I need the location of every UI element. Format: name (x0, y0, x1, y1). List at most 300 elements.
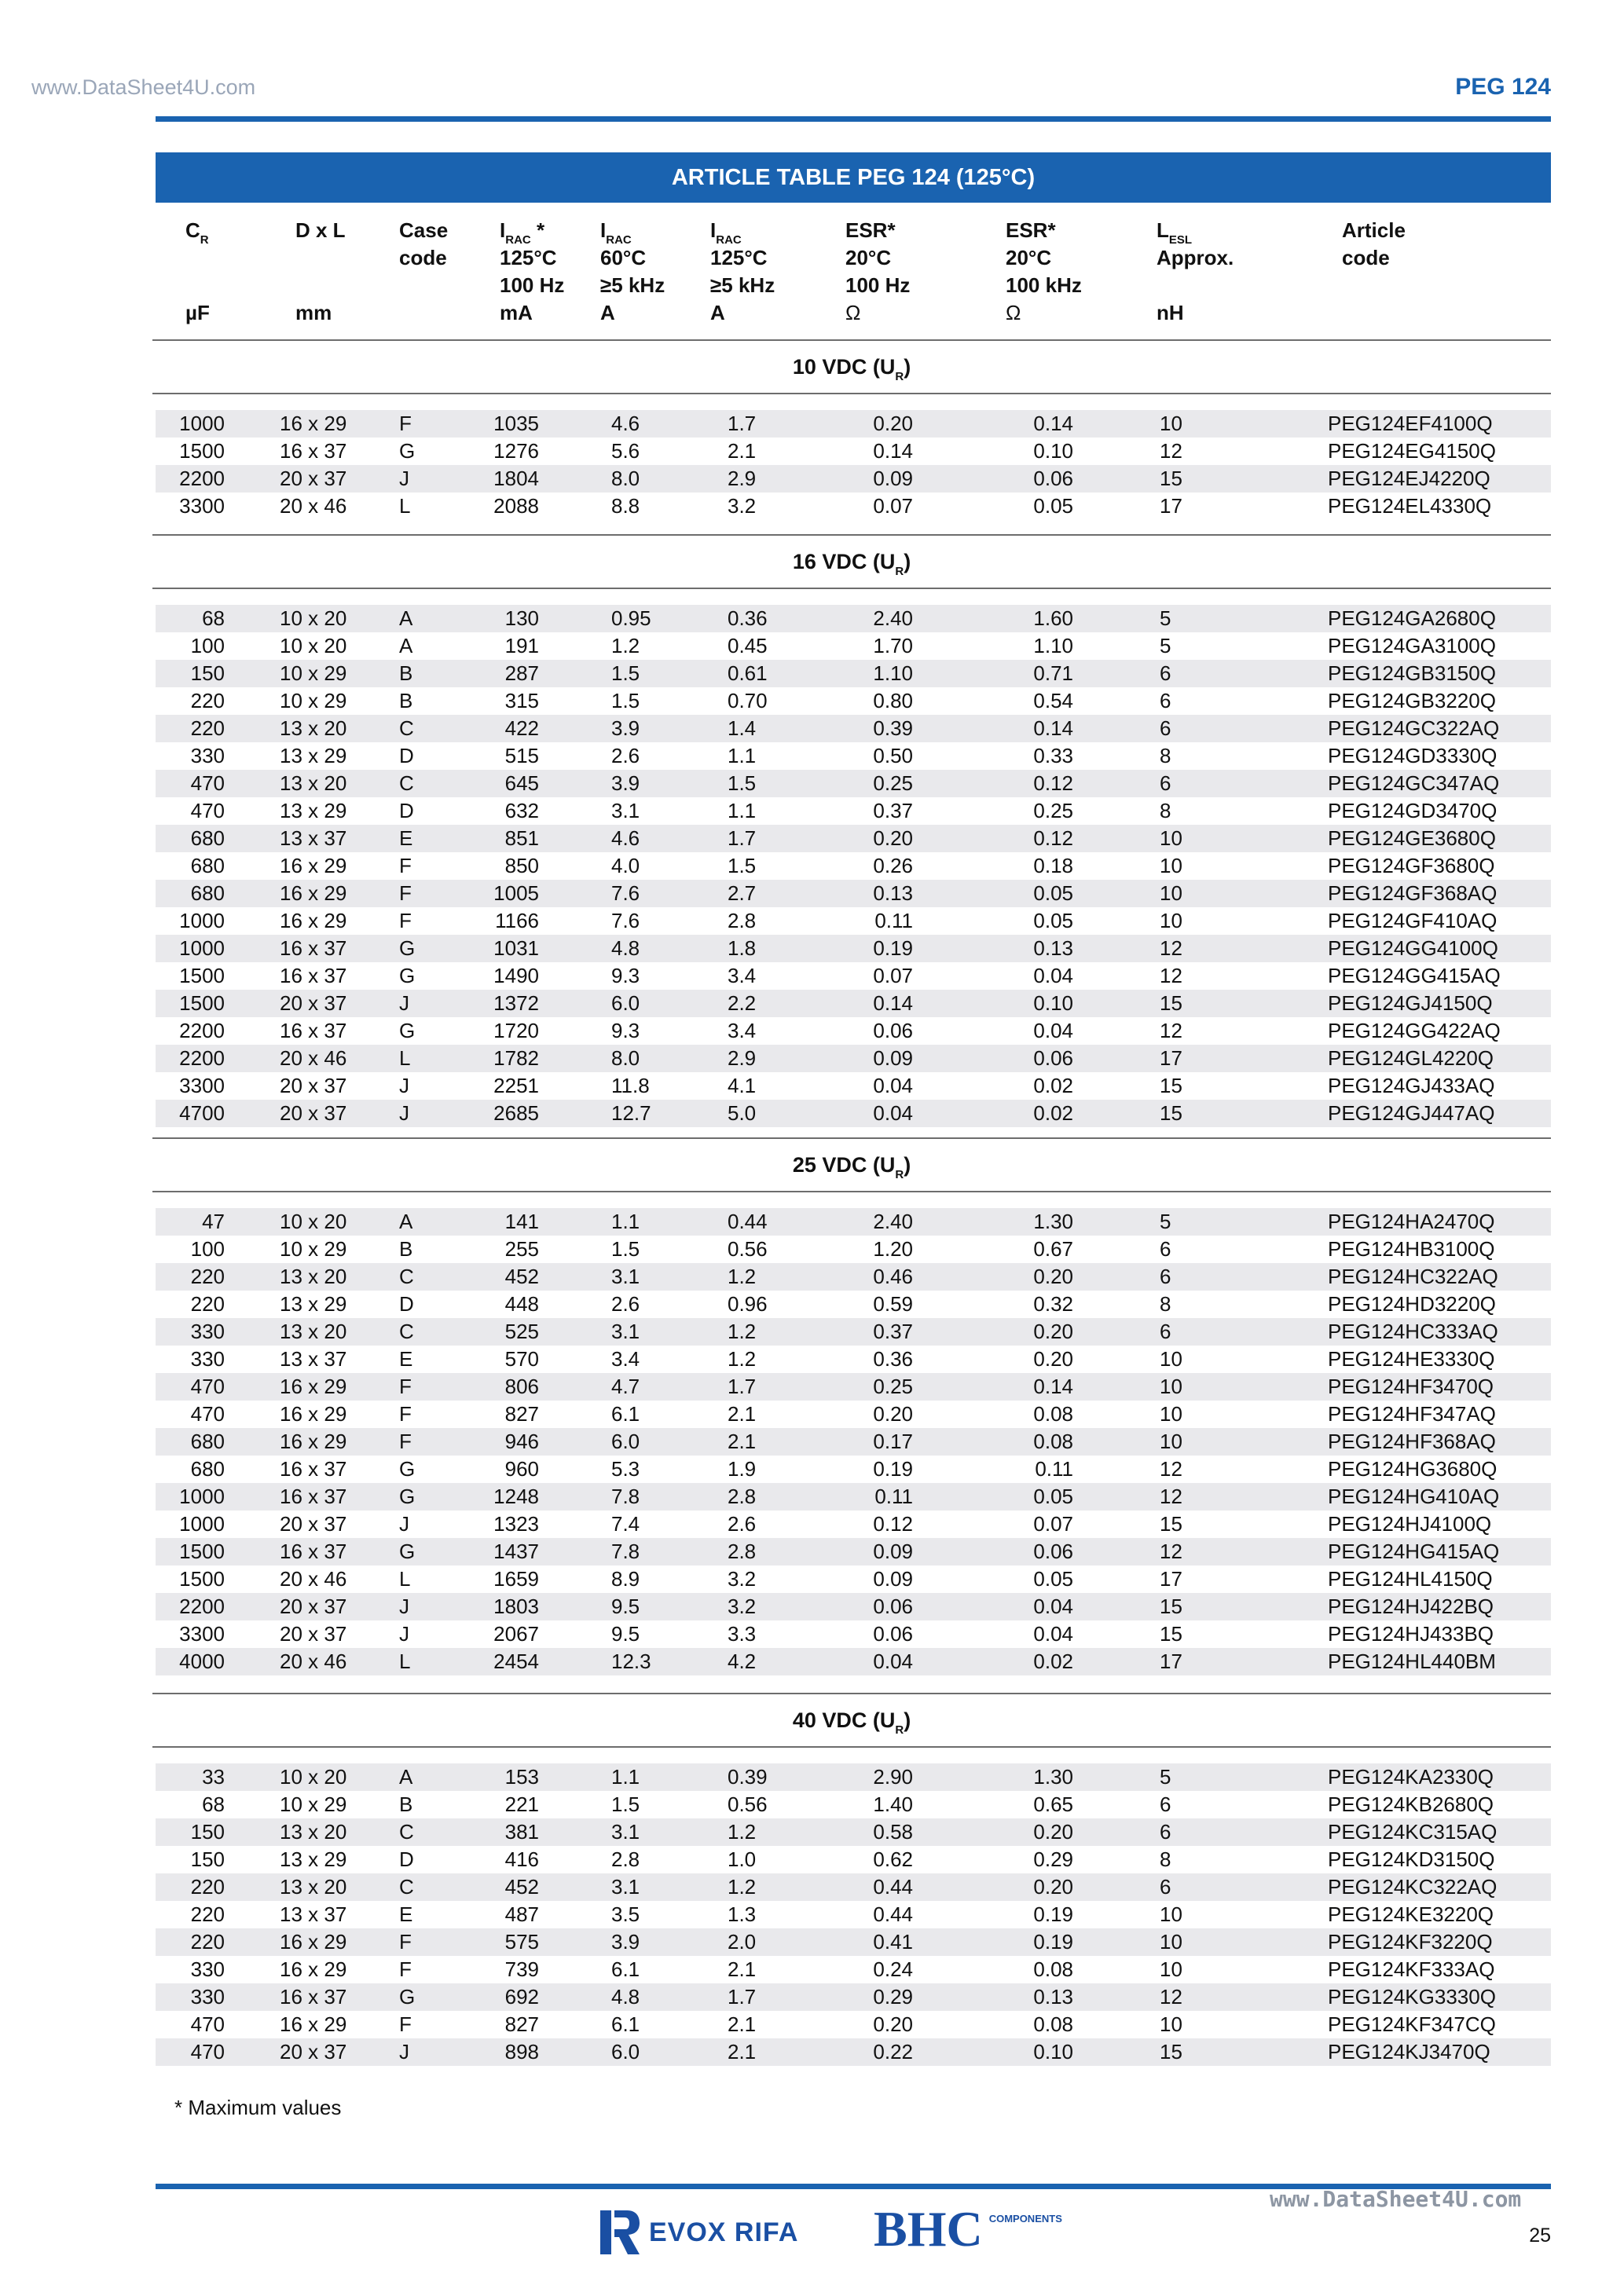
dxl-cell: 10 x 29 (280, 689, 347, 712)
irac-125-cell: 1248 (493, 1485, 539, 1508)
article-code-cell: PEG124HG415AQ (1328, 1540, 1500, 1563)
dxl-cell: 13 x 29 (280, 799, 347, 822)
irac-60-cell: 1.1 (611, 1765, 640, 1789)
table-row (156, 1100, 1551, 1127)
dxl-cell: 13 x 20 (280, 1820, 347, 1844)
esr-100hz-cell: 0.22 (873, 2040, 913, 2063)
lesl-cell: 10 (1160, 854, 1182, 877)
table-row (156, 1620, 1551, 1648)
irac-60-cell: 8.9 (611, 1567, 640, 1591)
header-article-code: code (1342, 246, 1390, 269)
irac-125k-cell: 3.3 (728, 1622, 757, 1646)
esr-100khz-cell: 0.06 (1033, 467, 1073, 490)
header-irac-60-freq: ≥5 kHz (600, 273, 665, 297)
irac-60-cell: 2.6 (611, 1292, 640, 1316)
article-code-cell: PEG124EL4330Q (1328, 494, 1492, 518)
irac-60-cell: 3.5 (611, 1902, 640, 1926)
irac-125k-cell: 1.3 (728, 1902, 757, 1926)
irac-125k-cell: 2.8 (728, 1485, 757, 1508)
cr-cell: 150 (190, 1820, 225, 1844)
irac-60-cell: 1.5 (611, 1792, 640, 1816)
esr-100hz-cell: 0.14 (873, 991, 913, 1015)
cr-cell: 1000 (179, 1512, 225, 1536)
esr-100khz-cell: 0.20 (1033, 1347, 1073, 1371)
irac-60-cell: 8.8 (611, 494, 640, 518)
group-title: 10 VDC $(U_R)$ (792, 355, 911, 383)
case-cell: J (399, 1622, 409, 1646)
header-dxl-unit: mm (295, 301, 332, 324)
case-cell: G (399, 936, 416, 960)
table-row (156, 465, 1551, 493)
irac-60-cell: 3.1 (611, 1875, 640, 1899)
lesl-cell: 12 (1160, 1985, 1182, 2009)
dxl-cell: 10 x 20 (280, 634, 347, 657)
cr-cell: 470 (190, 799, 225, 822)
bhc-logo-subtext: COMPONENTS (988, 2213, 1062, 2225)
irac-125k-cell: 3.2 (728, 494, 757, 518)
cr-cell: 68 (202, 1792, 225, 1816)
dxl-cell: 13 x 20 (280, 716, 347, 740)
cr-cell: 680 (190, 881, 225, 905)
case-cell: J (399, 467, 409, 490)
cr-cell: 680 (190, 1457, 225, 1481)
lesl-cell: 17 (1160, 1046, 1182, 1070)
header-esr-100hz-freq: 100 Hz (845, 273, 911, 297)
esr-100hz-cell: 0.04 (873, 1650, 913, 1673)
lesl-cell: 10 (1160, 909, 1182, 932)
lesl-cell: 15 (1160, 1622, 1182, 1646)
article-code-cell: PEG124HB3100Q (1328, 1237, 1495, 1261)
irac-125k-cell: 0.61 (728, 661, 768, 685)
cr-cell: 150 (190, 661, 225, 685)
table-row (156, 438, 1551, 465)
cr-cell: 1000 (179, 412, 225, 435)
dxl-cell: 13 x 20 (280, 771, 347, 795)
dxl-cell: 20 x 46 (280, 1046, 347, 1070)
case-cell: L (399, 1567, 411, 1591)
dxl-cell: 10 x 29 (280, 661, 347, 685)
esr-100khz-cell: 0.12 (1033, 826, 1073, 850)
case-cell: L (399, 1650, 411, 1673)
esr-100khz-cell: 0.20 (1033, 1265, 1073, 1288)
irac-60-cell: 4.7 (611, 1375, 640, 1398)
article-code-cell: PEG124HF347AQ (1328, 1402, 1496, 1426)
table-row (156, 1045, 1551, 1072)
irac-125-cell: 221 (504, 1792, 539, 1816)
irac-60-cell: 3.9 (611, 771, 640, 795)
irac-125-cell: 1437 (493, 1540, 539, 1563)
header-esr-100khz: ESR* (1006, 218, 1056, 242)
article-code-cell: PEG124GB3150Q (1328, 661, 1496, 685)
evox-rifa-text: EVOX RIFA (649, 2217, 799, 2247)
cr-cell: 470 (190, 1402, 225, 1426)
dxl-cell: 16 x 29 (280, 1375, 347, 1398)
esr-100khz-cell: 0.20 (1033, 1320, 1073, 1343)
cr-cell: 2200 (179, 467, 225, 490)
esr-100khz-cell: 0.05 (1033, 494, 1073, 518)
article-code-cell: PEG124HA2470Q (1328, 1210, 1495, 1233)
cr-cell: 470 (190, 771, 225, 795)
dxl-cell: 16 x 37 (280, 1019, 347, 1042)
dxl-cell: 16 x 29 (280, 2012, 347, 2036)
cr-cell: 4700 (179, 1101, 225, 1125)
table-row (156, 1901, 1551, 1928)
cr-cell: 330 (190, 1985, 225, 2009)
lesl-cell: 5 (1160, 634, 1171, 657)
esr-100hz-cell: 0.44 (873, 1875, 913, 1899)
irac-125-cell: 1490 (493, 964, 539, 987)
article-code-cell: PEG124HE3330Q (1328, 1347, 1495, 1371)
table-row (156, 2038, 1551, 2066)
lesl-cell: 6 (1160, 1875, 1171, 1899)
cr-cell: 680 (190, 1430, 225, 1453)
esr-100hz-cell: 0.06 (873, 1019, 913, 1042)
irac-125k-cell: 1.7 (728, 1985, 757, 2009)
esr-100khz-cell: 1.30 (1033, 1210, 1073, 1233)
lesl-cell: 10 (1160, 1375, 1182, 1398)
dxl-cell: 20 x 37 (280, 1622, 347, 1646)
watermark-bottom: www.DataSheet4U.com (1270, 2186, 1522, 2212)
table-row (156, 1346, 1551, 1373)
dxl-cell: 20 x 46 (280, 494, 347, 518)
irac-60-cell: 6.1 (611, 1957, 640, 1981)
header-lesl-unit: nH (1157, 301, 1184, 324)
esr-100hz-cell: 0.11 (874, 1485, 913, 1508)
irac-125-cell: 645 (504, 771, 539, 795)
case-cell: C (399, 1265, 414, 1288)
esr-100khz-cell: 0.07 (1033, 1512, 1073, 1536)
article-code-cell: PEG124HL440BM (1328, 1650, 1496, 1673)
group-title-rule (152, 393, 1551, 394)
irac-125-cell: 1372 (493, 991, 539, 1015)
case-cell: B (399, 1237, 413, 1261)
lesl-cell: 10 (1160, 826, 1182, 850)
irac-60-cell: 4.6 (611, 412, 640, 435)
cr-cell: 220 (190, 716, 225, 740)
article-code-cell: PEG124GF410AQ (1328, 909, 1498, 932)
dxl-cell: 13 x 20 (280, 1875, 347, 1899)
dxl-cell: 16 x 37 (280, 1540, 347, 1563)
esr-100khz-cell: 0.06 (1033, 1540, 1073, 1563)
irac-125k-cell: 2.1 (728, 439, 757, 463)
table-row (156, 770, 1551, 797)
header-esr-100khz-temp: 20°C (1006, 246, 1052, 269)
dxl-cell: 10 x 29 (280, 1792, 347, 1816)
esr-100hz-cell: 0.58 (873, 1820, 913, 1844)
header-cr-unit: µF (185, 301, 210, 324)
article-code-cell: PEG124GD3330Q (1328, 744, 1498, 767)
esr-100khz-cell: 0.06 (1033, 1046, 1073, 1070)
lesl-cell: 8 (1160, 1847, 1171, 1871)
irac-125k-cell: 1.2 (728, 1875, 757, 1899)
esr-100hz-cell: 0.07 (873, 964, 913, 987)
case-cell: A (399, 606, 413, 630)
case-cell: C (399, 1820, 414, 1844)
esr-100hz-cell: 0.11 (874, 909, 913, 932)
irac-125k-cell: 1.2 (728, 1265, 757, 1288)
table-row (156, 1072, 1551, 1100)
esr-100khz-cell: 0.04 (1033, 1595, 1073, 1618)
irac-125-cell: 381 (504, 1820, 539, 1844)
irac-125-cell: 1005 (493, 881, 539, 905)
article-code-cell: PEG124KB2680Q (1328, 1792, 1494, 1816)
irac-60-cell: 4.6 (611, 826, 640, 850)
dxl-cell: 16 x 29 (280, 1957, 347, 1981)
cr-cell: 220 (190, 1930, 225, 1954)
esr-100hz-cell: 0.20 (873, 2012, 913, 2036)
cr-cell: 3300 (179, 494, 225, 518)
irac-125k-cell: 4.2 (728, 1650, 757, 1673)
irac-125-cell: 827 (504, 2012, 539, 2036)
lesl-cell: 15 (1160, 1512, 1182, 1536)
irac-125k-cell: 0.56 (728, 1792, 768, 1816)
irac-125k-cell: 1.2 (728, 1820, 757, 1844)
article-code-cell: PEG124GJ433AQ (1328, 1074, 1495, 1097)
table-row (156, 605, 1551, 632)
table-row (156, 1428, 1551, 1456)
page-number: 25 (1529, 2225, 1551, 2247)
irac-125-cell: 141 (504, 1210, 539, 1233)
irac-125k-cell: 0.39 (728, 1765, 768, 1789)
case-cell: A (399, 1210, 413, 1233)
article-code-cell: PEG124HG3680Q (1328, 1457, 1498, 1481)
cr-cell: 220 (190, 1292, 225, 1316)
group-title-rule (152, 588, 1551, 589)
irac-60-cell: 6.0 (611, 2040, 640, 2063)
esr-100hz-cell: 0.39 (873, 716, 913, 740)
case-cell: L (399, 494, 411, 518)
esr-100khz-cell: 0.54 (1033, 689, 1073, 712)
top-rule (156, 116, 1551, 122)
header-irac-60-unit: A (600, 301, 615, 324)
lesl-cell: 8 (1160, 744, 1171, 767)
irac-125k-cell: 2.6 (728, 1512, 757, 1536)
header-irac-125-unit: mA (500, 301, 533, 324)
esr-100hz-cell: 0.06 (873, 1622, 913, 1646)
header-esr-100hz-unit: Ω (845, 301, 861, 324)
irac-125k-cell: 1.2 (728, 1320, 757, 1343)
article-code-cell: PEG124EF4100Q (1328, 412, 1493, 435)
esr-100khz-cell: 0.20 (1033, 1875, 1073, 1899)
irac-125k-cell: 4.1 (728, 1074, 757, 1097)
dxl-cell: 13 x 29 (280, 744, 347, 767)
irac-60-cell: 6.1 (611, 1402, 640, 1426)
table-row (156, 742, 1551, 770)
dxl-cell: 13 x 37 (280, 1902, 347, 1926)
irac-125k-cell: 1.1 (728, 744, 757, 767)
case-cell: F (399, 1957, 412, 1981)
esr-100hz-cell: 0.20 (873, 412, 913, 435)
case-cell: F (399, 1430, 412, 1453)
irac-125k-cell: 1.7 (728, 412, 757, 435)
case-cell: F (399, 909, 412, 932)
esr-100khz-cell: 0.10 (1033, 439, 1073, 463)
dxl-cell: 10 x 29 (280, 1237, 347, 1261)
article-code-cell: PEG124GA2680Q (1328, 606, 1496, 630)
esr-100khz-cell: 0.04 (1033, 964, 1073, 987)
esr-100hz-cell: 0.80 (873, 689, 913, 712)
esr-100khz-cell: 0.05 (1033, 909, 1073, 932)
header-irac-125k-freq: ≥5 kHz (710, 273, 775, 297)
irac-60-cell: 4.8 (611, 1985, 640, 2009)
cr-cell: 1000 (179, 936, 225, 960)
cr-cell: 1500 (179, 439, 225, 463)
article-code-cell: PEG124EG4150Q (1328, 439, 1496, 463)
irac-60-cell: 5.6 (611, 439, 640, 463)
esr-100hz-cell: 0.09 (873, 1567, 913, 1591)
cr-cell: 330 (190, 1347, 225, 1371)
table-row (156, 1956, 1551, 1983)
table-row (156, 852, 1551, 880)
esr-100khz-cell: 1.60 (1033, 606, 1073, 630)
esr-100hz-cell: 0.46 (873, 1265, 913, 1288)
irac-60-cell: 7.8 (611, 1485, 640, 1508)
irac-60-cell: 3.1 (611, 1265, 640, 1288)
irac-125-cell: 2088 (493, 494, 539, 518)
irac-60-cell: 7.6 (611, 909, 640, 932)
irac-60-cell: 6.0 (611, 991, 640, 1015)
irac-125k-cell: 1.7 (728, 1375, 757, 1398)
esr-100khz-cell: 0.08 (1033, 1430, 1073, 1453)
esr-100khz-cell: 0.14 (1033, 716, 1073, 740)
esr-100hz-cell: 0.37 (873, 1320, 913, 1343)
esr-100khz-cell: 1.30 (1033, 1765, 1073, 1789)
lesl-cell: 6 (1160, 661, 1171, 685)
article-code-cell: PEG124GG422AQ (1328, 1019, 1501, 1042)
esr-100khz-cell: 0.02 (1033, 1101, 1073, 1125)
lesl-cell: 12 (1160, 439, 1182, 463)
article-code-cell: PEG124GL4220Q (1328, 1046, 1494, 1070)
bhc-logo-text: BHC (874, 2201, 983, 2257)
esr-100khz-cell: 0.65 (1033, 1792, 1073, 1816)
table-title-banner (156, 152, 1551, 203)
irac-125-cell: 692 (504, 1985, 539, 2009)
dxl-cell: 16 x 29 (280, 1402, 347, 1426)
article-code-cell: PEG124HL4150Q (1328, 1567, 1493, 1591)
irac-125k-cell: 2.1 (728, 1430, 757, 1453)
article-code-cell: PEG124KF333AQ (1328, 1957, 1495, 1981)
esr-100khz-cell: 0.08 (1033, 2012, 1073, 2036)
esr-100khz-cell: 0.32 (1033, 1292, 1073, 1316)
irac-60-cell: 6.1 (611, 2012, 640, 2036)
irac-125-cell: 1035 (493, 412, 539, 435)
lesl-cell: 15 (1160, 991, 1182, 1015)
lesl-cell: 5 (1160, 606, 1171, 630)
irac-125-cell: 191 (504, 634, 539, 657)
esr-100hz-cell: 0.09 (873, 1540, 913, 1563)
cr-cell: 100 (190, 634, 225, 657)
table-row (156, 1846, 1551, 1873)
irac-125-cell: 525 (504, 1320, 539, 1343)
cr-cell: 680 (190, 826, 225, 850)
lesl-cell: 10 (1160, 2012, 1182, 2036)
article-code-cell: PEG124GD3470Q (1328, 799, 1498, 822)
cr-cell: 1000 (179, 1485, 225, 1508)
esr-100hz-cell: 0.37 (873, 799, 913, 822)
table-row (156, 687, 1551, 715)
irac-125-cell: 1323 (493, 1512, 539, 1536)
lesl-cell: 6 (1160, 1265, 1171, 1288)
case-cell: G (399, 1485, 416, 1508)
lesl-cell: 6 (1160, 1820, 1171, 1844)
dxl-cell: 16 x 37 (280, 964, 347, 987)
cr-cell: 100 (190, 1237, 225, 1261)
lesl-cell: 17 (1160, 1567, 1182, 1591)
irac-125-cell: 422 (504, 716, 539, 740)
irac-125k-cell: 1.1 (728, 799, 757, 822)
table-row (156, 660, 1551, 687)
header-esr-100khz-freq: 100 kHz (1006, 273, 1082, 297)
irac-60-cell: 1.5 (611, 661, 640, 685)
lesl-cell: 6 (1160, 1792, 1171, 1816)
dxl-cell: 10 x 20 (280, 1765, 347, 1789)
irac-125k-cell: 1.2 (728, 1347, 757, 1371)
irac-125-cell: 416 (504, 1847, 539, 1871)
esr-100khz-cell: 0.13 (1033, 1985, 1073, 2009)
esr-100hz-cell: 0.50 (873, 744, 913, 767)
lesl-cell: 12 (1160, 1457, 1182, 1481)
dxl-cell: 20 x 37 (280, 1512, 347, 1536)
article-code-cell: PEG124KD3150Q (1328, 1847, 1495, 1871)
dxl-cell: 16 x 37 (280, 936, 347, 960)
dxl-cell: 20 x 37 (280, 467, 347, 490)
table-row (156, 1017, 1551, 1045)
irac-125-cell: 153 (504, 1765, 539, 1789)
esr-100hz-cell: 2.40 (873, 606, 913, 630)
case-cell: F (399, 1375, 412, 1398)
group-title-rule (152, 1746, 1551, 1748)
esr-100hz-cell: 0.44 (873, 1902, 913, 1926)
article-code-cell: PEG124GJ4150Q (1328, 991, 1493, 1015)
esr-100hz-cell: 0.14 (873, 439, 913, 463)
irac-125-cell: 946 (504, 1430, 539, 1453)
article-code-cell: PEG124KC315AQ (1328, 1820, 1498, 1844)
irac-60-cell: 9.5 (611, 1622, 640, 1646)
irac-125k-cell: 1.5 (728, 854, 757, 877)
irac-125k-cell: 2.0 (728, 1930, 757, 1954)
lesl-cell: 15 (1160, 1101, 1182, 1125)
dxl-cell: 20 x 37 (280, 1074, 347, 1097)
article-code-cell: PEG124KF3220Q (1328, 1930, 1493, 1954)
irac-125k-cell: 3.2 (728, 1595, 757, 1618)
irac-125k-cell: 2.1 (728, 1957, 757, 1981)
lesl-cell: 15 (1160, 1595, 1182, 1618)
irac-125k-cell: 3.2 (728, 1567, 757, 1591)
irac-60-cell: 3.1 (611, 1820, 640, 1844)
esr-100hz-cell: 1.10 (873, 661, 913, 685)
esr-100khz-cell: 0.20 (1033, 1820, 1073, 1844)
table-row (156, 493, 1551, 520)
article-code-cell: PEG124HC322AQ (1328, 1265, 1498, 1288)
article-code-cell: PEG124HF368AQ (1328, 1430, 1496, 1453)
table-row (156, 962, 1551, 990)
table-row (156, 1236, 1551, 1263)
irac-125-cell: 632 (504, 799, 539, 822)
irac-125k-cell: 0.45 (728, 634, 768, 657)
esr-100khz-cell: 0.04 (1033, 1622, 1073, 1646)
lesl-cell: 10 (1160, 1902, 1182, 1926)
header-irac-125k: $I_{RAC}$ (710, 218, 742, 247)
table-row (156, 1318, 1551, 1346)
lesl-cell: 17 (1160, 1650, 1182, 1673)
article-code-cell: PEG124HG410AQ (1328, 1485, 1500, 1508)
case-cell: D (399, 1847, 414, 1871)
article-code-cell: PEG124GF3680Q (1328, 854, 1495, 877)
irac-125k-cell: 2.2 (728, 991, 757, 1015)
irac-125-cell: 287 (504, 661, 539, 685)
esr-100hz-cell: 0.20 (873, 1402, 913, 1426)
header-esr-100khz-unit: Ω (1006, 301, 1021, 324)
